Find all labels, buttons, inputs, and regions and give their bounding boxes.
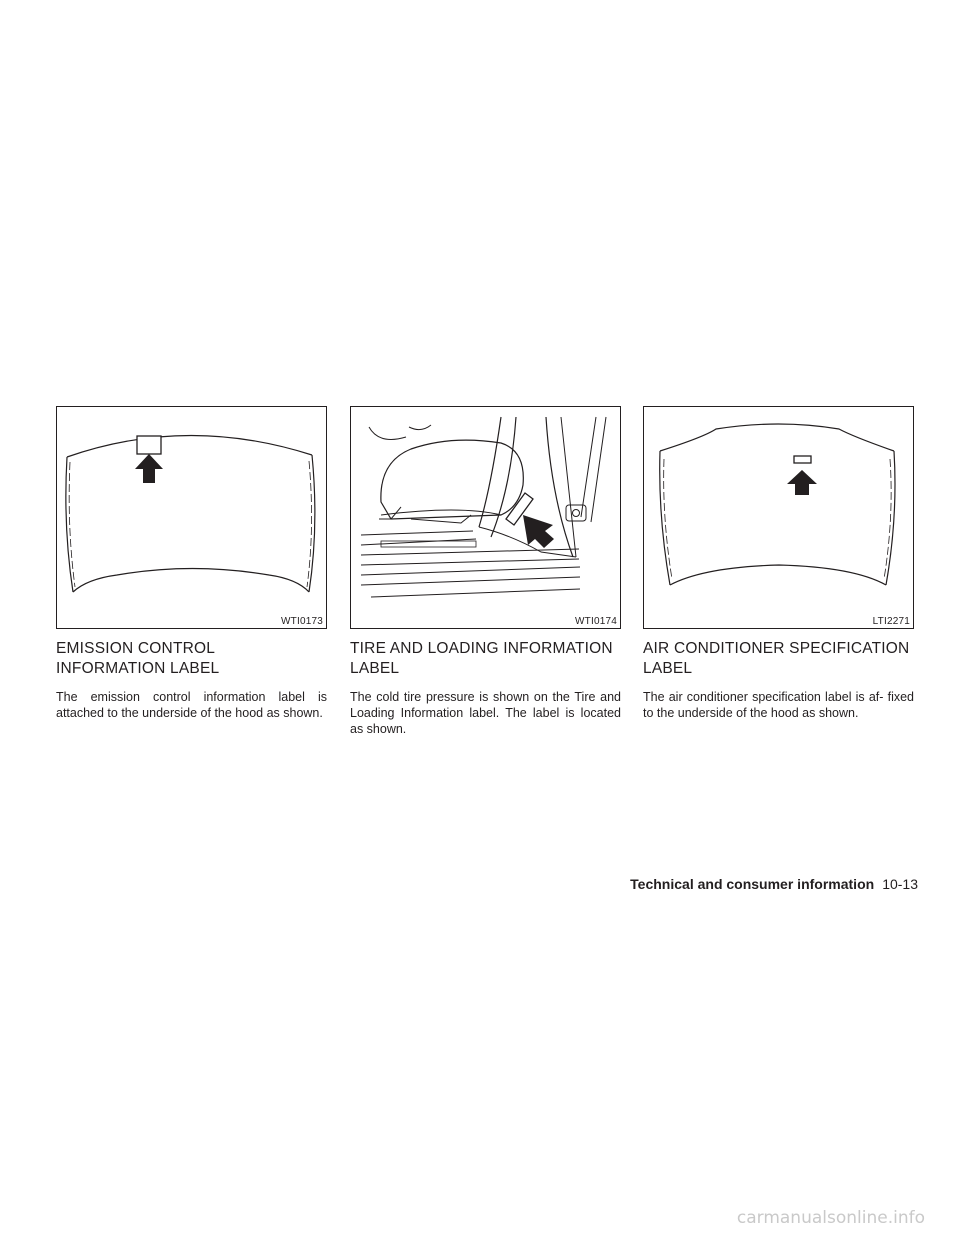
arrow-up-icon	[135, 454, 163, 483]
section-heading	[350, 639, 621, 679]
section-heading	[643, 639, 914, 679]
hood-illustration	[644, 407, 913, 628]
figure-hood-emission-label	[56, 406, 327, 629]
figure-code: WTI0174	[575, 616, 617, 627]
page-footer	[600, 876, 918, 892]
section-tire-loading	[350, 406, 621, 737]
hood-illustration	[57, 407, 326, 628]
label-rectangle-icon	[794, 456, 811, 463]
arrow-up-icon	[787, 470, 817, 495]
section-body: The air conditioner specification label is af- fixed to the underside of the hood as shown.	[643, 690, 914, 720]
footer-section-title: Technical and consumer information	[630, 876, 875, 892]
heading-line-1: EMISSION CONTROL	[56, 640, 216, 657]
section-heading	[56, 639, 327, 679]
heading-line-2: LABEL	[350, 660, 400, 677]
section-body: The emission control information label is attached to the underside of the hood as shown.	[56, 690, 327, 720]
heading-line-2: LABEL	[643, 660, 693, 677]
arrow-icon	[523, 515, 554, 548]
section-air-conditioner	[643, 406, 914, 721]
figure-code: WTI0173	[281, 616, 323, 627]
heading-line-1: TIRE AND LOADING INFORMATION	[350, 640, 613, 657]
figure-door-pillar-tire-label	[350, 406, 621, 629]
page-number: 10-13	[882, 876, 918, 892]
door-pillar-illustration	[351, 407, 620, 628]
heading-line-2: INFORMATION LABEL	[56, 660, 220, 677]
label-rectangle-icon	[137, 436, 161, 454]
watermark: carmanualsonline.info	[736, 1208, 925, 1228]
figure-code: LTI2271	[872, 616, 910, 627]
section-emission-control	[56, 406, 327, 721]
heading-line-1: AIR CONDITIONER SPECIFICATION	[643, 640, 910, 657]
section-body: The cold tire pressure is shown on the Tire and Loading Information label. The label is located as shown.	[350, 690, 621, 736]
figure-hood-ac-label	[643, 406, 914, 629]
